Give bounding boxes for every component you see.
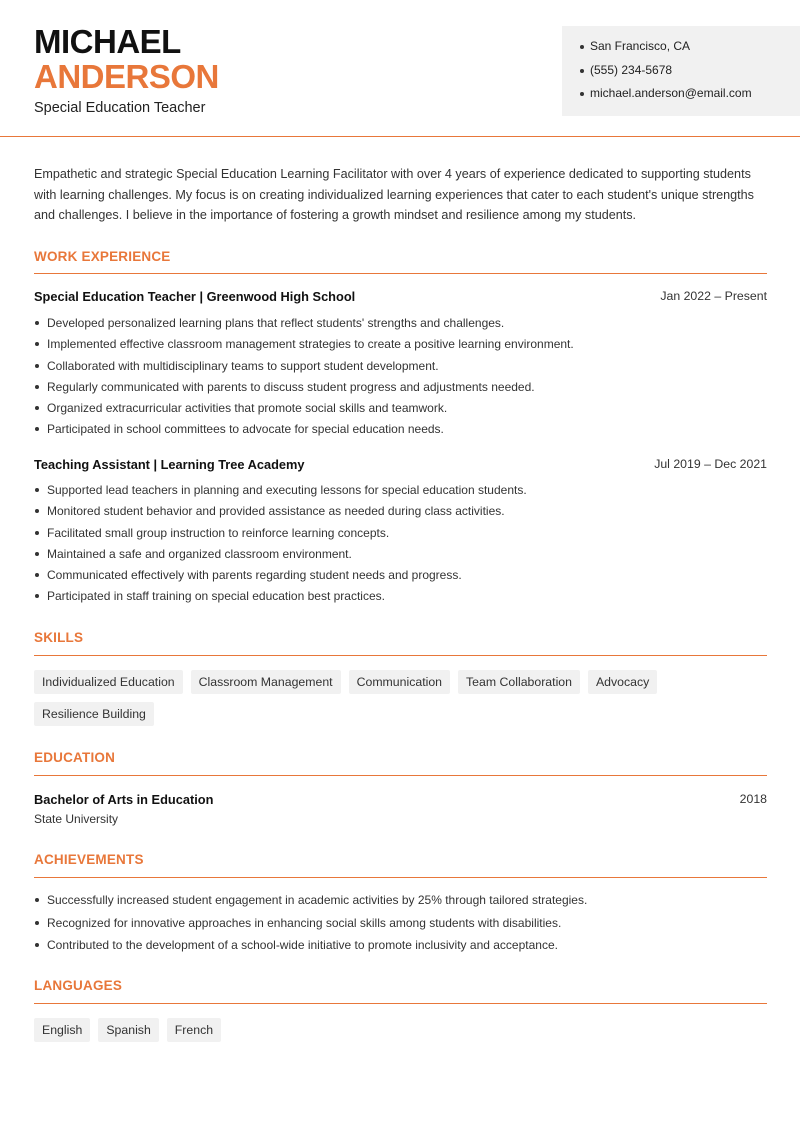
list-item: Developed personalized learning plans that reflect students' strengths and challenges. [34, 315, 769, 336]
list-item: Organized extracurricular activities that promote social skills and teamwork. [34, 400, 769, 421]
section-divider [34, 273, 767, 274]
list-item: Participated in staff training on special education best practices. [34, 588, 769, 609]
job-bullets [34, 482, 769, 610]
language-chip: French [167, 1018, 221, 1042]
list-item: Contributed to the development of a school-wide initiative to promote inclusivity and acceptance. [34, 937, 769, 960]
candidate-name [34, 24, 219, 94]
section-title-skills: SKILLS [34, 630, 84, 645]
section-divider [34, 877, 767, 878]
list-item: Maintained a safe and organized classroom environment. [34, 546, 769, 567]
section-title-work: WORK EXPERIENCE [34, 249, 171, 264]
skill-chip: Team Collaboration [458, 670, 580, 694]
last-name: ANDERSON [34, 58, 219, 95]
section-title-education: EDUCATION [34, 750, 116, 765]
contact-box [562, 26, 800, 116]
list-item: Monitored student behavior and provided assistance as needed during class activities. [34, 503, 769, 524]
list-item: Regularly communicated with parents to discuss student progress and adjustments needed. [34, 379, 769, 400]
contact-email[interactable]: michael.anderson@email.com [580, 85, 752, 109]
contact-phone: (555) 234-5678 [580, 62, 752, 86]
job-dates: Jul 2019 – Dec 2021 [654, 457, 767, 471]
list-item: Participated in school committees to advocate for special education needs. [34, 421, 769, 442]
language-chip: English [34, 1018, 90, 1042]
summary-paragraph: Empathetic and strategic Special Education Learning Facilitator with over 4 years of experience dedicated to supporting students with learning challenges. My focus is on creating individualized learning experiences that cater to each student's unique strengths and challenges. I believe in the importance of fostering a growth mindset and resilience among my students. [34, 167, 754, 222]
list-item: Successfully increased student engagement in academic activities by 25% through tailored strategies. [34, 892, 769, 915]
skills-chips [34, 670, 769, 726]
skill-chip: Classroom Management [191, 670, 341, 694]
job-dates: Jan 2022 – Present [660, 289, 767, 303]
education-degree: Bachelor of Arts in Education [34, 792, 214, 807]
section-title-languages: LANGUAGES [34, 978, 123, 993]
skill-chip: Advocacy [588, 670, 657, 694]
education-year: 2018 [739, 792, 767, 806]
job-title: Special Education Teacher [34, 100, 206, 116]
languages-chips [34, 1018, 769, 1042]
skill-chip: Resilience Building [34, 702, 154, 726]
section-divider [34, 775, 767, 776]
language-chip: Spanish [98, 1018, 158, 1042]
achievements-list [34, 892, 769, 960]
contact-location: San Francisco, CA [580, 38, 752, 62]
list-item: Recognized for innovative approaches in enhancing social skills among students with disabilities. [34, 915, 769, 938]
skill-chip: Individualized Education [34, 670, 183, 694]
list-item: Collaborated with multidisciplinary teams to support student development. [34, 358, 769, 379]
skill-chip: Communication [349, 670, 450, 694]
list-item: Implemented effective classroom management strategies to create a positive learning environment. [34, 336, 769, 357]
list-item: Facilitated small group instruction to reinforce learning concepts. [34, 525, 769, 546]
section-divider [34, 1003, 767, 1004]
job-bullets [34, 315, 769, 443]
job-header [34, 457, 767, 472]
education-school: State University [34, 812, 119, 826]
section-title-achievements: ACHIEVEMENTS [34, 852, 144, 867]
list-item: Supported lead teachers in planning and executing lessons for special education students. [34, 482, 769, 503]
resume-header [0, 0, 800, 137]
first-name: MICHAEL [34, 23, 181, 60]
list-item: Communicated effectively with parents regarding student needs and progress. [34, 567, 769, 588]
job-title-company: Teaching Assistant | Learning Tree Academy [34, 457, 305, 472]
contact-list [580, 38, 752, 109]
job-header [34, 289, 767, 304]
job-title-company: Special Education Teacher | Greenwood High School [34, 289, 356, 304]
section-divider [34, 655, 767, 656]
